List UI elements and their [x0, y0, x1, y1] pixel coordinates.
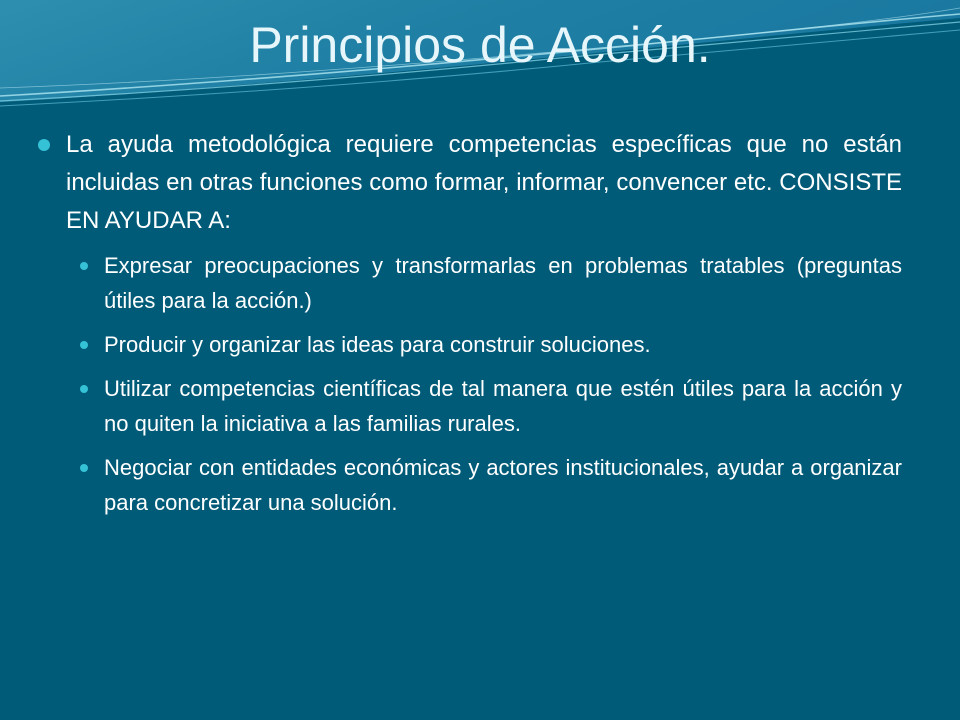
- sub-bullet: [36, 450, 902, 520]
- main-bullet: [36, 126, 902, 240]
- sub-bullet-text: Utilizar competencias científicas de tal manera que estén útiles para la acción y no quiten la iniciativa a las familias rurales.: [104, 376, 902, 436]
- bullet-dot-icon: [80, 262, 88, 270]
- bullet-dot-icon: [38, 139, 50, 151]
- sub-bullet-text: Producir y organizar las ideas para construir soluciones.: [104, 332, 651, 357]
- bullet-dot-icon: [80, 464, 88, 472]
- sub-bullet-text: Expresar preocupaciones y transformarlas en problemas tratables (preguntas útiles para la acción.): [104, 253, 902, 313]
- sub-bullet-text: Negociar con entidades económicas y actores institucionales, ayudar a organizar para concretizar una solución.: [104, 455, 902, 515]
- sub-bullet: [36, 248, 902, 318]
- sub-bullet: [36, 327, 902, 362]
- slide-title: Principios de Acción.: [249, 17, 711, 73]
- sub-bullet: [36, 371, 902, 441]
- bullet-dot-icon: [80, 385, 88, 393]
- bullet-dot-icon: [80, 341, 88, 349]
- slide-body: [36, 126, 902, 529]
- main-bullet-text: La ayuda metodológica requiere competencias específicas que no están incluidas en otras funciones como formar, informar, convencer etc. CONSISTE EN AYUDAR A:: [66, 131, 902, 234]
